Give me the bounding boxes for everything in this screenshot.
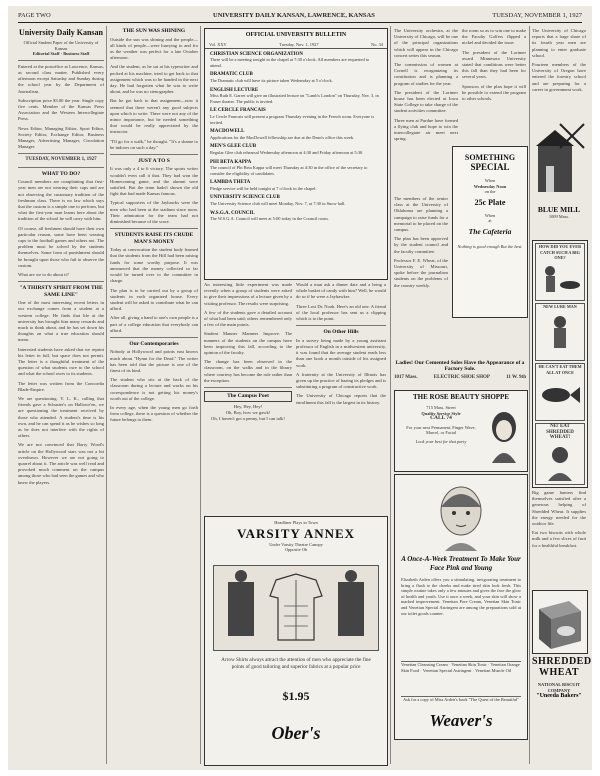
woman-face-icon [431, 481, 491, 551]
masthead-title: University Daily Kansan [18, 28, 103, 37]
varsity-title: VARSITY ANNEX [236, 525, 356, 541]
arrow-shirts-text: Arrow Shirts always attract the attention of men who appreciate the fine points of good tailoring and superior fabrics at a popular price [221, 657, 371, 670]
feature-heading-just: JUST A TO S [138, 157, 170, 164]
comic-text-3: HE CAN'T EAT THEM ALL AT ONCE [538, 364, 582, 375]
comic-panel-2 [535, 303, 585, 361]
rose-tagline: Look your best for that party [415, 438, 467, 444]
varsity-annex-ad [204, 516, 388, 766]
column-right-text-3: The members of the senior class at the University of Oklahoma are planning a campaign to raise funds for a memorial to be placed on the campus. The plan has been approved by the student council and the faculty committee. Professor F. E. Wheat, of the University of Missouri, spoke before the journalism students on the problems of the country weekly. [394, 196, 448, 288]
varsity-sub2: Opposite Ob [284, 547, 308, 553]
editorial-date: TUESDAY, NOVEMBER 1, 1927 [25, 157, 97, 163]
bulletin-vol: Vol. XXV [209, 42, 227, 47]
shredded-wheat-copy: Big game hunters find themselves satisfied after a generous helping of Shredded Wheat. It supplies the energy needed for the outdoor life. Eat two biscuits with whole milk and a few slices of fruit for a healthful breakfast. [532, 490, 586, 548]
column-editorial: University Daily Kansan Official Student Paper of the University of Kansas Editorial Staff · Business Staff Entered at the postoffice at Lawrence, Kansas, as second class matter. Published every afternoon except Saturday and Sunday during the school year by the Department of Journalism. Subscription price $3.00 the year. Single copy five cents. Member of the Kansas Press Association and the Western Intercollegiate Press. News Editor, Managing Editor, Sport Editor, Society Editor, Exchange Editor, Business Manager, Advertising Manager, Circulation Manager. TUESDAY, NOVEMBER 1, 1927 WHAT TO DO? Council members are complaining that first-year men are not wearing their caps and are not observing the customary tradition of the freshman class. There is no law which says that the custom is a simple one to perform, but what the first-year man learns here about the tradition of the school he will carry with him. Of course, all freshmen should have their own particular reason, some have been wearing caps to the football games and others not. The problem must be solved by the students themselves. Some form of punishment should be brought upon those who fail to observe the custom. What are we to do about it? "A THIRSTY SPIRIT FROM THE SAME LINE" One of the most interesting recent letters in our exchange comes from a student at a western college. He finds that life at the university has brought him many rewards and much to think about, and he has set down his thoughts on what a true education should mean. Interested students have asked that we reprint his letter in full, but space does not permit. The letter is a thoughtful treatment of the question of what students owe to the school and what the school owes to its students. The letter was written from the Concordia Blade-Empire. We are questioning. Y. L. K., calling that friends gave a Schuster's on Hallowe'en, we are questioning the treatment received by those who attended. A student's time is his own, and he can spend it as he wishes so long as he does not interfere with the rights of others. We are not convinced that Barry Wood's article on the Hollywood stars was not a bit overdrawn. However we are not going to quarrel about it. The article was well read and provoked much comment on the campus among those who had seen the games and who knew the players. [18, 28, 104, 485]
bulletin-item-title: DRAMATIC CLUB [210, 72, 253, 78]
campus-poet-heading: The Campus Poet [204, 391, 292, 402]
mill-building-icon [532, 116, 586, 200]
bulletin-title: OFFICIAL UNIVERSITY BULLETIN [245, 32, 347, 38]
bulletin-item-title: PHI BETA KAPPA [210, 159, 252, 165]
bulletin-item-title: MEN'S GLEE CLUB [210, 144, 257, 150]
masthead-subtitle: Official Student Paper of the University of Kansas [23, 40, 99, 51]
rose-phone: CALL 74 [430, 415, 452, 422]
other-hills-heading: On Other Hills [323, 329, 359, 336]
weavers-logo: Weaver's [429, 711, 493, 730]
column-features: THE SUN WAS SHINING Outside the sun was shining and the people—all kinds of people—were hurrying to and fro as the weather was perfect for a late October afternoon. And the student, as he sat at his typewriter and pecked at his machine, tried to get back to that assignment which was to be handed in the next day. He had forgotten what he was to write about, and he was no stenographer. But he got back to that assignment—now it seemed that there weren't any good subjects upon which to write. There were not any of the minor importance, but he needed something that would be really appreciated by the instructor. "I'll go for a walk," he thought. "It's a shame to be indoors on such a day." JUST A TO S It was only a 4 to 6 victory. The sports writer wouldn't even call it that. They had won the Homecoming game, and the alumni were satisfied. But the team hadn't shown the old fight that had made Kansas famous. Typical supporters of the Jayhawks were the men who had been at the stadium since noon. Their admiration for the team had not diminished because of the score. STUDENTS RAISE ITS CRUDE MAN'S MONEY Today at convocation the student body learned that the students from the Hill had been raising funds for some worthy purpose. It was announced that the money collected so far would be turned over to the committee in charge. The plan is to be carried out by a group of students in each organized house. Every student will be asked to contribute what he can afford. After all, giving a hand to one's own people is a part of a college education that everybody can afford. Our Contemporaries Nobody at Hollywood and points east knows much about "Hymn for the Dead." The writer has been told that the picture is one of the finest of its kind. The student who sits at the back of the classroom during a lecture and works on his correspondence is not getting his money's worth out of the college. In every age, when the young men go forth from college, there is a question of whether the future belongs to them. [110, 28, 198, 423]
special-line1: SOMETHING [464, 153, 516, 162]
lure-man-icon [536, 310, 584, 350]
bulletin-item-title: MACDOWELL [210, 129, 245, 135]
special-tagline: Nothing is good enough But the best. [457, 243, 523, 249]
shirt-price: $1.95 [282, 689, 310, 703]
column-mid-right: Would a man ask a dinner date and a bring a whole basket of candy with him? Well, he would do so if he were a Jayhawker. Three Lost Dr. Noah. Here's an old one. A friend of the local professor has sent us a clipping which is to the point. On Other Hills In a survey being made by a young assistant professor of English in a midwestern university, it was found that the average student reads less than one book a month outside of his assigned work. A fraternity at the University of Illinois has given up the practice of hazing its pledges and is substituting a program of constructive work. The University of Chicago reports that the enrollment this fall is the largest in its history. [296, 282, 386, 405]
rose-address: 715 Mass. Street [426, 405, 456, 410]
varsity-tag: Headliner Plays in Town [274, 520, 318, 525]
special-where: When [484, 212, 496, 218]
weavers-ad [394, 474, 528, 740]
bulletin-item-title: W.S.G.A. COUNCIL [210, 210, 255, 216]
fishing-man-icon [536, 261, 584, 295]
editorial-heading-2: "A THIRSTY SPIRIT FROM THE SAME LINE" [19, 285, 103, 298]
shoe-shop-ad [394, 360, 526, 388]
shredded-wheat-comic [532, 240, 588, 488]
weavers-footer: Ask for a copy of Miss Arden's book "The Quest of the Beautiful" [402, 697, 520, 702]
rose-service: Quality Service Style [421, 410, 461, 416]
page-number: PAGE TWO [18, 12, 51, 19]
comic-panel-3 [535, 363, 585, 421]
cafeteria-special-ad [452, 146, 528, 318]
happy-man-icon [536, 441, 584, 481]
feature-heading-contemporaries: Our Contemporaries [129, 340, 179, 347]
header-date: TUESDAY, NOVEMBER 1, 1927 [492, 12, 582, 19]
rose-info [399, 405, 483, 445]
shoe-headline: Ladies! Our Cemented Soles Have the Appearance of a Factory Sole. [395, 360, 525, 372]
comic-panel-1 [535, 243, 585, 301]
special-day: Wednesday Noon [473, 183, 507, 189]
cereal-box-icon [533, 591, 587, 653]
shredded-wheat-slogan: "Uneeda Bakers" [536, 693, 582, 700]
rose-desc: For your next Permanent, Finger Wave, Marcel, or Facial [406, 424, 476, 436]
page-header [18, 10, 582, 23]
bulletin-date: Tuesday, Nov. 1, 1927 [279, 42, 319, 47]
obers-logo: Ober's [271, 723, 321, 743]
shredded-wheat-box-image [532, 590, 588, 654]
blue-mill-address: 1009 Mass. [548, 214, 570, 219]
special-when: When [484, 178, 496, 183]
weavers-headline: A Once-A-Week Treatment To Make Your Face Pink and Young [401, 555, 521, 572]
arrow-shirts-illustration [213, 565, 379, 651]
blue-mill-name: BLUE MILL [537, 205, 581, 214]
special-place: The Cafeteria [468, 226, 512, 236]
comic-text-1: HOW DID YOU EVER CATCH SUCH A BIG ONE? [538, 244, 582, 261]
shirt-display-icon [214, 566, 378, 648]
bulletin-item-title: UNIVERSITY SCIENCE CLUB [210, 195, 280, 201]
editorial-heading-1: WHAT TO DO? [41, 170, 81, 177]
bulletin-no: No. 34 [371, 42, 383, 47]
comic-text-4: NE! EAT SHREDDED WHEAT! [546, 424, 574, 441]
shoe-shop-name: ELECTRIC SHOE SHOP [433, 375, 490, 380]
column-right-text-2: the room so as to win one to make the Faculty Golfers flipped a nickel and decided the issue. The president of the Lorimer award Minnesota University stated that conditions were better this fall than they had been for several years. Sponsors of the plan hope it will be possible to extend the program to other schools. [462, 28, 526, 102]
comic-text-2: NEW LURE MAN [543, 304, 577, 309]
column-right-text-1: The University orchestra, at the University of Chicago, will be one of the principal organizations which will appear in the Chicago concert series this season. The commission of women at Cornell is reorganizing its constitution and is planning a program of studies for the year. The president of the Lorimer house has been elected at Iowa State College to take charge of the student activities committee. Three men at Purdue have formed a flying club and hope to win the intercollegiate air meet next spring. [394, 28, 458, 142]
masthead-staff: Editorial Staff · Business Staff [32, 51, 90, 57]
special-price: 25c Plate [474, 197, 506, 207]
feature-heading-sun: THE SUN WAS SHINING [122, 28, 186, 34]
column-mid-left: An interesting little experiment was made recently when a group of students were asked to give their impressions of a lecture given by a visiting professor. The results were surprising. A few of the students gave a detailed account of what had been said; others remembered only a few of the main points. Student Manner Manners Improve. The manners of the students on the campus have been improving this fall, according to the opinion of the faculty. The change has been observed in the classroom, on the walks and in the library where courtesy has become the rule rather than the exception. The Campus Poet Hey, Hey, Hey! Oh, Boy, how we gawk! Oh, I haven't got a penny, but I can talk! [204, 282, 292, 421]
bulletin-item-title: LE CERCLE FRANCAIS [210, 108, 266, 114]
bulletin-item-title: LAMBDA THETA [210, 180, 251, 186]
column-far-right-text: The University of Chicago reports that a large share of its fourth year men are planning to enter graduate school. Fourteen members of the University of Oregon have entered the forestry school and are preparing for a career in government work. [532, 28, 586, 92]
shoe-street: 11 W. 9th [506, 375, 526, 380]
newspaper-page [8, 6, 592, 770]
fish-icon [536, 375, 584, 411]
weavers-body: Elizabeth Arden offers you a stimulating, invigorating treatment to bring a flush to the cheeks and make tired skin look fresh. This simple routine takes only a few minutes and gives the face the glow of health and youth. Use it once a week, and your skin will show a marked improvement. Venetian Pore Cream, Venetian Skin Tonic and Venetian Special Astringent are among the preparations sold at our toilet goods counter. [401, 577, 521, 616]
bulletin-item-title: ENGLISH LECTURE [210, 87, 259, 93]
bulletin-item-title: CHRISTIAN SCIENCE ORGANIZATION [210, 51, 303, 57]
woman-portrait-icon [487, 407, 521, 463]
special-at2: at [488, 218, 492, 224]
rose-beauty-ad [394, 390, 528, 472]
shredded-wheat-brand: SHREDDED WHEAT [532, 656, 592, 678]
shoe-address: 1017 Mass. [394, 375, 418, 380]
special-at: on the [484, 189, 496, 195]
bulletin-meta [205, 42, 387, 49]
bulletin-items: CHRISTIAN SCIENCE ORGANIZATION There will be a meeting tonight in the chapel at 7:30 o'clock. All members are requested to attend. DRAMATIC CLUB The Dramatic club will have its picture taken Wednesday at 5 o'clock. ENGLISH LECTURE Miss Ruth E. Garret will give an illustrated lecture on "Lamb's London" on Thursday, Nov. 3, in Fraser theater. The public is invited. LE CERCLE FRANCAIS Le Cercle Francais will present a program Thursday evening in the French room. Everyone is invited. MACDOWELL Applications for the MacDowell fellowship are due at the Dean's office this week. MEN'S GLEE CLUB Regular Glee club rehearsal Wednesday afternoon at 4:30 and Friday afternoon at 5:30. PHI BETA KAPPA The council of Phi Beta Kappa will meet Thursday at 4:30 in the office of the secretary to consider the eligibility of candidates. LAMBDA THETA Pledge service will be held tonight at 7 o'clock in the chapel. UNIVERSITY SCIENCE CLUB The University Science club will meet Monday, Nov. 7, at 7:30 in Snow hall. W.S.G.A. COUNCIL The W.S.G.A. Council will meet at 5:00 today in the Council room. [205, 49, 387, 229]
newspaper-title: UNIVERSITY DAILY KANSAN, LAWRENCE, KANSAS [213, 12, 375, 19]
shredded-wheat-company: NATIONAL BISCUIT COMPANY [537, 682, 581, 693]
varsity-subtitle: Under Varsity Theatre Canopy [269, 541, 323, 547]
rose-title: THE ROSE BEAUTY SHOPPE [412, 393, 509, 401]
shredded-wheat-logo-block [532, 656, 592, 756]
shoe-footer [394, 375, 526, 381]
comic-panel-4 [535, 423, 585, 485]
blue-mill-ad [532, 116, 586, 236]
special-line2: SPECIAL [470, 162, 510, 172]
official-bulletin [204, 28, 388, 280]
feature-heading-students: STUDENTS RAISE ITS CRUDE MAN'S MONEY [114, 232, 194, 245]
weavers-products: Venetian Cleansing Cream · Venetian Skin Tonic · Venetian Orange Skin Food · Venetian Special Astringent · Venetian Muscle Oil [401, 661, 521, 697]
